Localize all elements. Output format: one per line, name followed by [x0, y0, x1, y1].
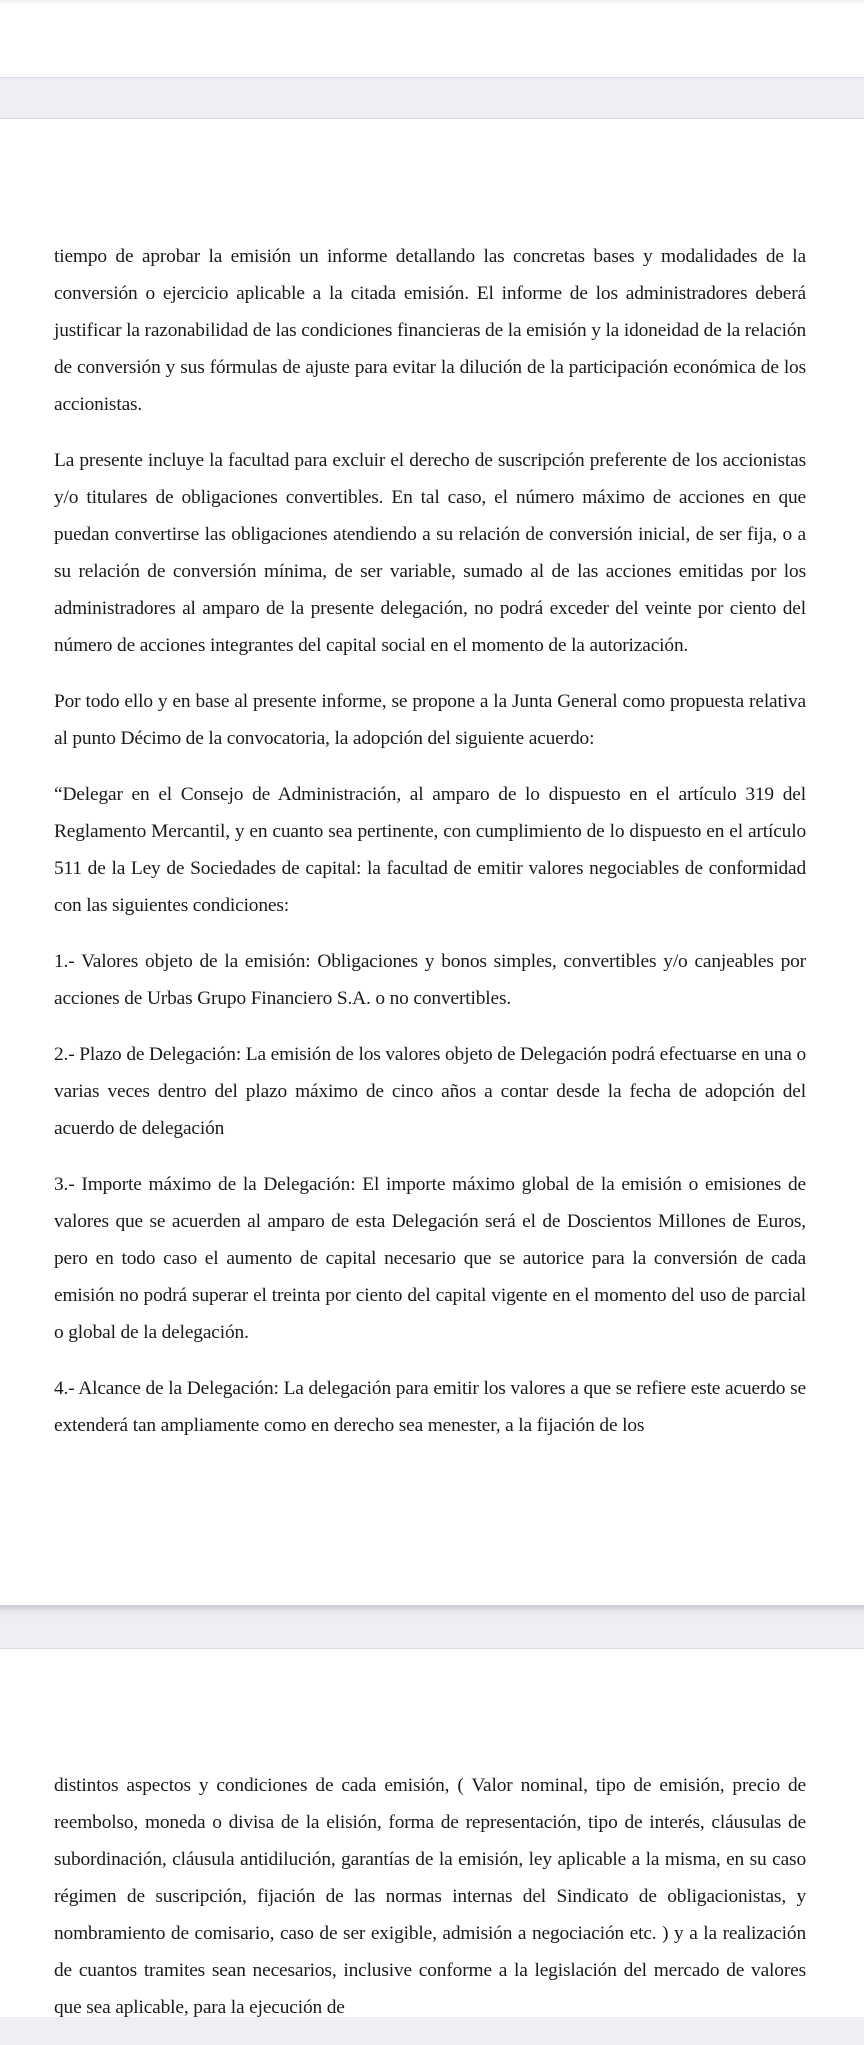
page-body — [54, 238, 806, 1463]
paragraph-exclusion-suscripcion: La presente incluye la facultad para excluir el derecho de suscripción preferente de los accionistas y/o titulares de obligaciones convertibles. En tal caso, el número máximo de acciones en que puedan convertirse las obligaciones atendiendo a su relación de conversión inicial, de ser fija, o a su relación de conversión mínima, de ser variable, sumado al de las acciones emitidas por los administradores al amparo de la presente delegación, no podrá exceder del veinte por ciento del número de acciones integrantes del capital social en el momento de la autorización. — [54, 450, 806, 656]
paragraph-acuerdo-delegar: “Delegar en el Consejo de Administración, al amparo de lo dispuesto en el artículo 319 del Reglamento Mercantil, y en cuanto sea pertinente, con cumplimiento de lo dispuesto en el artículo 511 de la Ley de Sociedades de capital: la facultad de emitir valores negociables de conformidad con las siguientes condiciones: — [54, 784, 806, 916]
clause-1-valores: 1.- Valores objeto de la emisión: Obligaciones y bonos simples, convertibles y/o canjeables por acciones de Urbas Grupo Financiero S.A. o no convertibles. — [54, 951, 806, 1009]
paragraph-propuesta: Por todo ello y en base al presente informe, se propone a la Junta General como propuesta relativa al punto Décimo de la convocatoria, la adopción del siguiente acuerdo: — [54, 691, 806, 749]
clause-2-plazo: 2.- Plazo de Delegación: La emisión de los valores objeto de Delegación podrá efectuarse en una o varias veces dentro del plazo máximo de cinco años a contar desde la fecha de adopción del acuerdo de delegación — [54, 1044, 806, 1139]
paragraph-aspectos-emision: distintos aspectos y condiciones de cada emisión, ( Valor nominal, tipo de emisión, precio de reembolso, moneda o divisa de la elisión, forma de representación, tipo de interés, cláusulas de subordinación, cláusula antidilución, garantías de la emisión, ley aplicable a la misma, en su caso régimen de suscripción, fijación de las normas internas del Sindicato de obligacionistas, y nombramiento de comisario, caso de ser exigible, admisión a negociación etc. ) y a la realización de cuantos tramites sean necesarios, inclusive conforme a la legislación del mercado de valores que sea aplicable, para la ejecución de — [54, 1775, 806, 2018]
page-gap — [0, 78, 864, 118]
previous-page-bottom — [0, 0, 864, 78]
clause-4-alcance: 4.- Alcance de la Delegación: La delegación para emitir los valores a que se refiere este acuerdo se extenderá tan ampliamente como en derecho sea menester, a la fijación de los — [54, 1378, 806, 1436]
clause-3-importe: 3.- Importe máximo de la Delegación: El importe máximo global de la emisión o emisiones de valores que se acuerden al amparo de esta Delegación será el de Doscientos Millones de Euros, pero en todo caso el aumento de capital necesario que se autorice para la conversión de cada emisión no podrá superar el treinta por ciento del capital vigente en el momento del uso de parcial o global de la delegación. — [54, 1174, 806, 1343]
page-gap — [0, 1605, 864, 1647]
paragraph-informe-administradores: tiempo de aprobar la emisión un informe detallando las concretas bases y modalidades de la conversión o ejercicio aplicable a la citada emisión. El informe de los administradores deberá justificar la razonabilidad de las condiciones financieras de la emisión y la idoneidad de la relación de conversión y sus fórmulas de ajuste para evitar la dilución de la participación económica de los accionistas. — [54, 246, 806, 415]
next-page-body — [54, 1767, 806, 2045]
